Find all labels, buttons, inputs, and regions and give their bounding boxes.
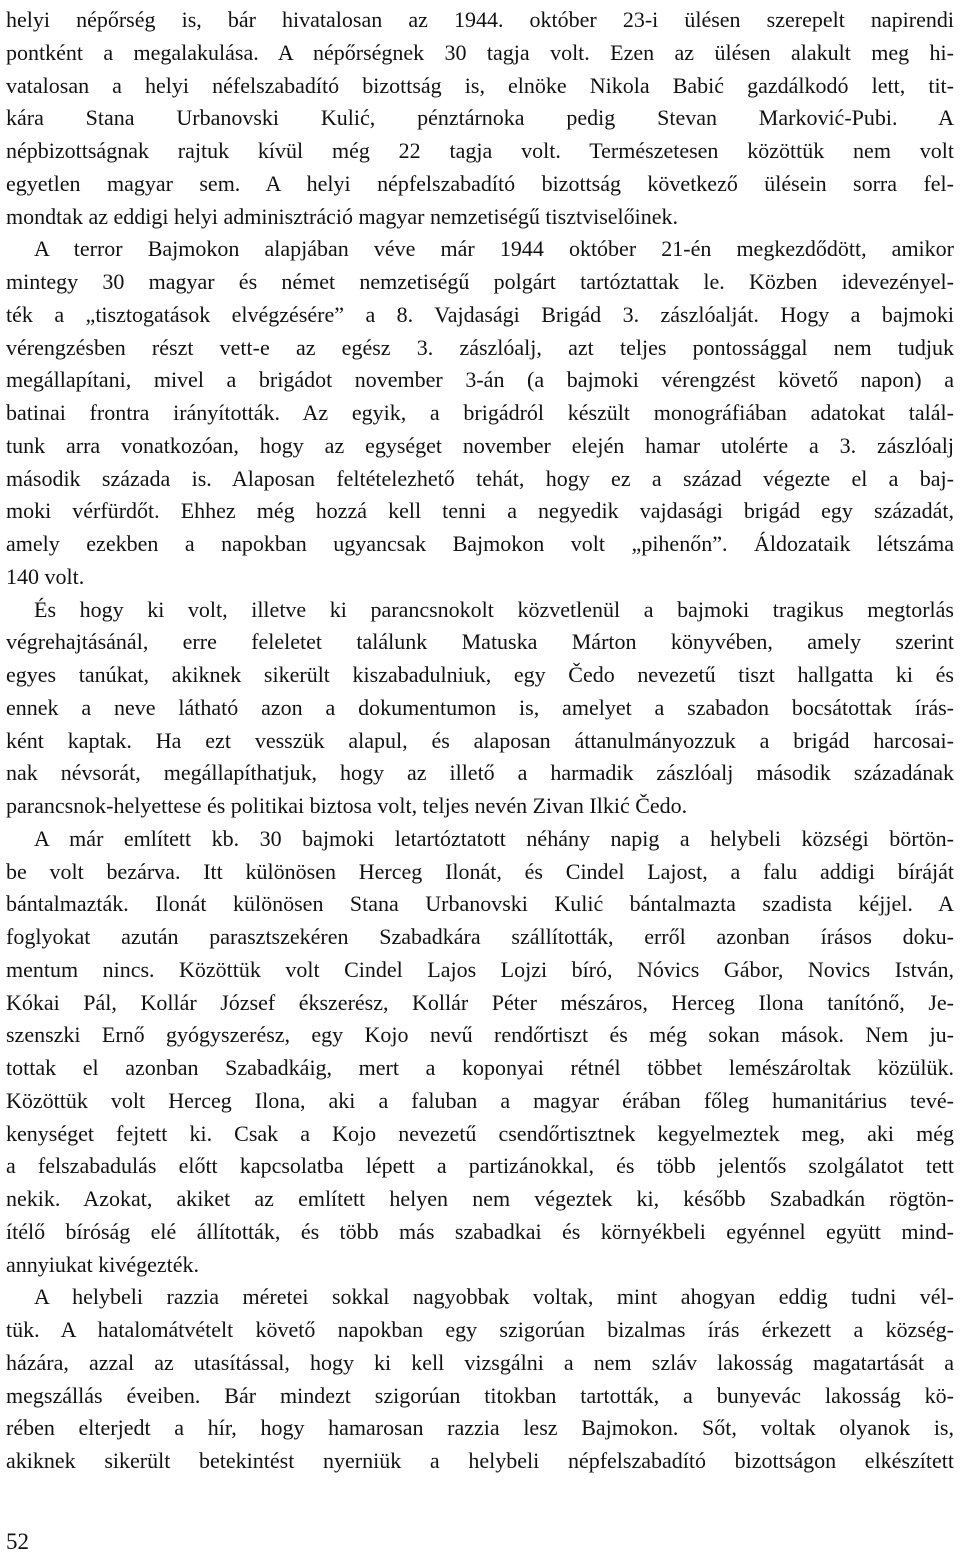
text-line: batinai frontra irányították. Az egyik, a brigádról készült monográfiában adatokat talál- bbox=[6, 400, 954, 425]
text-line: ként kaptak. Ha ezt vesszük alapul, és alaposan áttanulmányozzuk a brigád harcosai- bbox=[6, 727, 954, 753]
text-line: vatalosan a helyi néfelszabadító bizottság is, elnöke Nikola Babić gazdálkodó lett, tit- bbox=[6, 72, 954, 98]
text-line: Kókai Pál, Kollár József ékszerész, Kollár Péter mészáros, Herceg Ilona tanítónő, Je- bbox=[6, 989, 954, 1015]
text-line: nak névsorát, megállapíthatjuk, hogy az illető a harmadik zászlóalj második századának bbox=[6, 760, 954, 786]
text-line: megállapítani, mivel a brigádot november 3-án (a bajmoki vérengzést követő napon) a bbox=[6, 367, 954, 393]
text-line: moki vérfürdőt. Ehhez még hozzá kell tenni a negyedik vajdasági brigád egy századát, bbox=[6, 498, 954, 524]
text-line: nekik. Azokat, akiket az említett helyen nem végeztek ki, később Szabadkán rögtön- bbox=[6, 1186, 954, 1211]
text-line: parancsnok-helyettese és politikai biztosa volt, teljes nevén Zivan Ilkić Čedo. bbox=[6, 793, 688, 818]
text-line: tük. A hatalomátvételt követő napokban egy szigorúan bizalmas írás érkezett a község- bbox=[6, 1317, 954, 1342]
text-line: A már említett kb. 30 bajmoki letartóztatott néhány napig a helybeli községi börtön- bbox=[34, 825, 954, 851]
text-line: A helybeli razzia méretei sokkal nagyobbak voltak, mint ahogyan eddig tudni vél- bbox=[34, 1284, 954, 1310]
text-line: ték a „tisztogatások elvégzésére” a 8. Vajdasági Brigád 3. zászlóalját. Hogy a bajmoki bbox=[6, 301, 954, 327]
text-line: népbizottságnak rajtuk kívül még 22 tagja volt. Természetesen közöttük nem volt bbox=[6, 138, 954, 163]
text-line: annyiukat kivégezték. bbox=[6, 1251, 200, 1277]
text-line: megszállás éveiben. Bár mindezt szigorúan titokban tartották, a bunyevác lakosság kö- bbox=[6, 1382, 954, 1408]
document-page bbox=[6, 0, 954, 1566]
text-line: egyetlen magyar sem. A helyi népfelszabadító bizottság következő ülésein sorra fel- bbox=[6, 170, 954, 196]
text-line: És hogy ki volt, illetve ki parancsnokolt közvetlenül a bajmoki tragikus megtorlás bbox=[34, 596, 954, 622]
text-line: helyi népőrség is, bár hivatalosan az 1944. október 23-i ülésen szerepelt napirendi bbox=[6, 7, 954, 32]
text-line: pontként a megalakulása. A népőrségnek 30 tagja volt. Ezen az ülésen alakult meg hi- bbox=[6, 39, 954, 65]
text-line: ennek a neve látható azon a dokumentumon is, amelyet a szabadon bocsátottak írás- bbox=[6, 694, 954, 720]
text-line: szenszki Ernő gyógyszerész, egy Kojo nevű rendőrtiszt és még sokan mások. Nem ju- bbox=[6, 1022, 954, 1048]
text-line: egyes tanúkat, akiknek sikerült kiszabadulniuk, egy Čedo nevezetű tiszt hallgatta ki és bbox=[6, 662, 954, 687]
text-line: vérengzésben részt vett-e az egész 3. zászlóalj, azt teljes pontossággal nem tudjuk bbox=[6, 334, 954, 360]
text-line: második százada is. Alaposan feltételezhető tehát, hogy ez a század végezte el a baj- bbox=[6, 465, 954, 491]
body-text bbox=[6, 4, 954, 1478]
text-line: a felszabadulás előtt kapcsolatba lépett a partizánokkal, és több jelentős szolgálatot tett bbox=[6, 1153, 954, 1179]
text-line: kenységet fejtett ki. Csak a Kojo nevezetű csendőrtisztnek kegyelmeztek meg, aki még bbox=[6, 1120, 954, 1146]
text-line: házára, azzal az utasítással, hogy ki kell vizsgálni a nem szláv lakosság magatartását a bbox=[6, 1349, 954, 1375]
text-line: mintegy 30 magyar és német nemzetiségű polgárt tartóztattak le. Közben idevezényel- bbox=[6, 269, 954, 294]
text-line: végrehajtásánál, erre feleletet találunk Matuska Márton könyvében, amely szerint bbox=[6, 629, 954, 655]
text-line: Közöttük volt Herceg Ilona, aki a faluban a magyar érában főleg humanitárius tevé- bbox=[6, 1087, 954, 1113]
text-line: A terror Bajmokon alapjában véve már 1944 október 21-én megkezdődött, amikor bbox=[34, 236, 954, 262]
text-line: mondtak az eddigi helyi adminisztráció magyar nemzetiségű tisztviselőinek. bbox=[6, 203, 679, 229]
text-line: 140 volt. bbox=[6, 563, 85, 589]
text-line: tunk arra vonatkozóan, hogy az egységet november elején hamar utolérte a 3. zászlóalj bbox=[6, 432, 954, 458]
text-line: ítélő bíróság elé állították, és több más szabadkai és környékbeli egyénnel együtt mind- bbox=[6, 1218, 954, 1244]
text-line: akiknek sikerült betekintést nyerniük a helybeli népfelszabadító bizottságon elkészített bbox=[6, 1448, 954, 1473]
page-number: 52 bbox=[6, 1529, 29, 1554]
text-line: be volt bezárva. Itt különösen Herceg Ilonát, és Cindel Lajost, a falu addigi bíráját bbox=[6, 858, 954, 884]
text-line: tottak el azonban Szabadkáig, mert a koponyai rétnél többet lemészároltak közülük. bbox=[6, 1055, 954, 1080]
text-line: rében elterjedt a hír, hogy hamarosan razzia lesz Bajmokon. Sőt, voltak olyanok is, bbox=[6, 1415, 954, 1441]
text-line: kára Stana Urbanovski Kulić, pénztárnoka pedig Stevan Marković-Pubi. A bbox=[6, 105, 954, 131]
text-line: mentum nincs. Közöttük volt Cindel Lajos Lojzi bíró, Nóvics Gábor, Novics István, bbox=[6, 956, 954, 982]
text-line: amely ezekben a napokban ugyancsak Bajmokon volt „pihenőn”. Áldozataik létszáma bbox=[6, 531, 954, 556]
text-line: foglyokat azután parasztszekéren Szabadkára szállították, erről azonban írásos doku- bbox=[6, 924, 954, 949]
text-line: bántalmazták. Ilonát különösen Stana Urbanovski Kulić bántalmazta szadista kéjjel. A bbox=[6, 891, 954, 917]
